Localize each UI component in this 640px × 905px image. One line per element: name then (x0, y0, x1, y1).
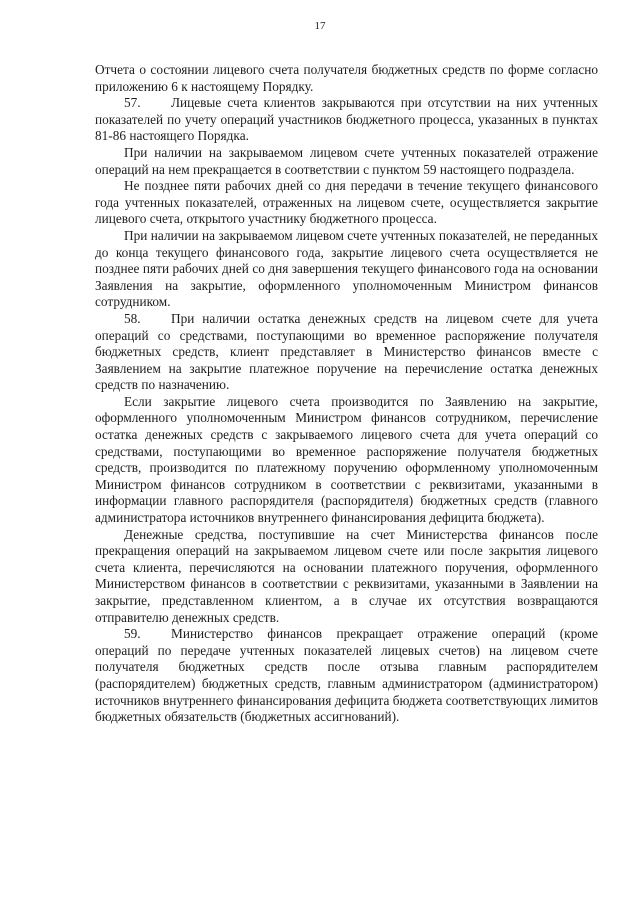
numbered-paragraph (95, 95, 598, 145)
paragraph-text: Лицевые счета клиентов закрываются при отсутствии на них учтенных показателей по учету операций участников бюджетного процесса, указанных в пунктах 81-86 настоящего Порядка. (95, 95, 598, 144)
paragraph-text: Не позднее пяти рабочих дней со дня передачи в течение текущего финансового года учтенных показателей, отраженных на лицевом счете, осуществляется закрытие лицевого счета, открытого участнику бюджетного процесса. (95, 178, 598, 227)
document-body (95, 62, 598, 726)
paragraph (95, 145, 598, 178)
paragraph-text: Денежные средства, поступившие на счет Министерства финансов после прекращения операций на закрываемом лицевом счете или после закрытия лицевого счета клиента, перечисляются на основании платежного поручения, оформленного Министерством финансов в соответствии с реквизитами, указанными в Заявлении на закрытие, представленном клиентом, а в случае их отсутствия возвращаются отправителю денежных средств. (95, 526, 598, 625)
page-number: 17 (314, 20, 326, 32)
paragraph (95, 178, 598, 228)
paragraph-number: 58. (124, 310, 141, 326)
paragraph (95, 394, 598, 527)
paragraph-text: При наличии на закрываемом лицевом счете учтенных показателей отражение операций на нем прекращается в соответствии с пунктом 59 настоящего подраздела. (95, 144, 598, 177)
paragraph-number: 59. (124, 626, 141, 642)
paragraph-text: Министерство финансов прекращает отражение операций (кроме операций по передаче учтенных показателей лицевых счетов) на лицевом счете получателя бюджетных средств после отзыва главным распорядителем (распорядителем) бюджетных средств, главным администратором (администратором) источников внутреннего финансирования дефицита бюджета соответствующих лимитов бюджетных обязательств (бюджетных ассигнований). (95, 626, 598, 725)
paragraph-text: Если закрытие лицевого счета производится по Заявлению на закрытие, оформленного уполномоченным Министром финансов сотрудником, перечисление остатка денежных средств с закрываемого лицевого счета для учета операций со средствами, поступающими во временное распоряжение получателя бюджетных средств, производится по платежному поручению оформленному уполномоченным Министром финансов сотрудником в соответствии с реквизитами, указанными в информации главного распорядителя (распорядителя) бюджетных средств (главного администратора источников внутреннего финансирования дефицита бюджета). (95, 393, 598, 526)
numbered-paragraph (95, 626, 598, 726)
paragraph (95, 228, 598, 311)
paragraph-text: Отчета о состоянии лицевого счета получателя бюджетных средств по форме согласно приложению 6 к настоящему Порядку. (95, 62, 598, 94)
paragraph-text: При наличии на закрываемом лицевом счете учтенных показателей, не переданных до конца текущего финансового года, закрытие лицевого счета осуществляется не позднее пяти рабочих дней со дня завершения текущего финансового года на основании Заявления на закрытие, оформленного уполномоченным Министром финансов сотрудником. (95, 227, 598, 310)
paragraph-number: 57. (124, 95, 141, 111)
numbered-paragraph (95, 311, 598, 394)
paragraph-text: При наличии остатка денежных средств на лицевом счете для учета операций со средствами, поступающими во временное распоряжение получателя бюджетных средств, клиент представляет в Министерство финансов вместе с Заявлением на закрытие платежное поручение на перечисление остатка денежных средств по назначению. (95, 310, 598, 393)
paragraph (95, 62, 598, 95)
paragraph (95, 527, 598, 627)
